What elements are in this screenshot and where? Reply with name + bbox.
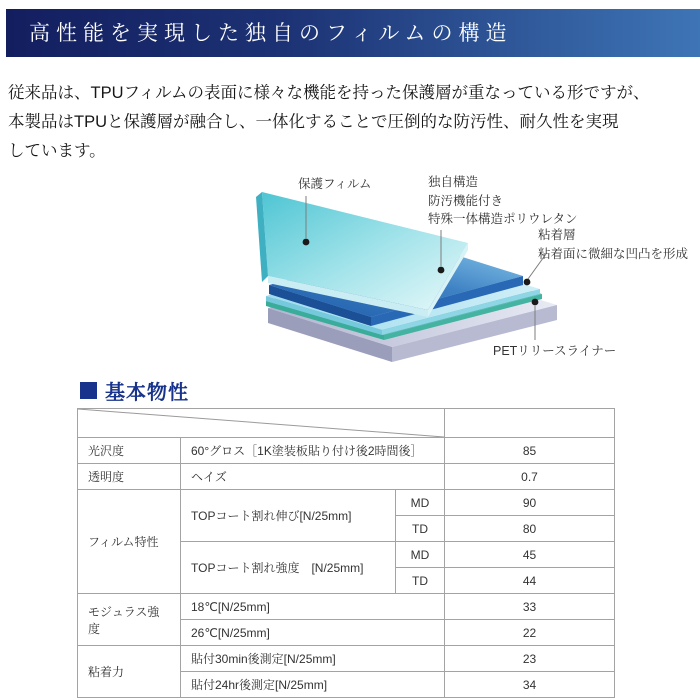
film-structure-diagram (0, 170, 700, 375)
property-cell: フィルム特性 (78, 490, 181, 594)
value-cell: 22 (445, 620, 615, 646)
value-cell: 85 (445, 438, 615, 464)
intro-line: 従来品は、TPUフィルムの表面に様々な機能を持った保護層が重なっている形ですが、 (8, 84, 650, 102)
intro-paragraph (8, 79, 688, 166)
table-row (78, 464, 615, 490)
value-cell: 80 (445, 516, 615, 542)
property-cell: 粘着力 (78, 646, 181, 698)
value-cell: 33 (445, 594, 615, 620)
diagonal-corner-cell (78, 409, 445, 438)
table-row (78, 490, 615, 516)
value-cell: 23 (445, 646, 615, 672)
label-adhesive-layer: 粘着層 粘着面に微細な凹凸を形成 (538, 228, 689, 261)
test-cell: 貼付30min後測定[N/25mm] (181, 646, 445, 672)
properties-table (77, 408, 615, 698)
table-row (78, 594, 615, 620)
section-title (80, 376, 189, 405)
value-cell: 90 (445, 490, 615, 516)
direction-cell: TD (396, 568, 445, 594)
direction-cell: MD (396, 542, 445, 568)
value-cell: 44 (445, 568, 615, 594)
intro-line: しています。 (8, 142, 106, 160)
property-cell: 透明度 (78, 464, 181, 490)
test-cell: 26℃[N/25mm] (181, 620, 445, 646)
test-cell: 18℃[N/25mm] (181, 594, 445, 620)
test-cell: TOPコート割れ伸び[N/25mm] (181, 490, 396, 542)
table-header-row (78, 409, 615, 438)
label-protective-film: 保護フィルム (298, 177, 372, 191)
property-cell: モジュラス強度 (78, 594, 181, 646)
label-unique-structure: 独自構造 防汚機能付き 特殊一体構造ポリウレタン (428, 175, 578, 226)
direction-cell: TD (396, 516, 445, 542)
section-title-text: 基本物性 (105, 382, 189, 404)
product-column-header: ECHELON Headlight PPF (445, 409, 615, 438)
property-cell: 光沢度 (78, 438, 181, 464)
test-cell: 60°グロス［1K塗装板貼り付け後2時間後］ (181, 438, 445, 464)
label-pet-release-liner: PETリリースライナー (493, 344, 617, 358)
table-row (78, 646, 615, 672)
value-cell: 45 (445, 542, 615, 568)
diagonal-line (78, 409, 444, 437)
intro-line: 本製品はTPUと保護層が融合し、一体化することで圧倒的な防汚性、耐久性を実現 (8, 113, 619, 131)
page-title: 高性能を実現した独自のフィルムの構造 (6, 9, 700, 57)
test-cell: ヘイズ (181, 464, 445, 490)
square-bullet-icon (80, 382, 97, 399)
test-cell: TOPコート割れ強度 [N/25mm] (181, 542, 396, 594)
table-row (78, 438, 615, 464)
value-cell: 34 (445, 672, 615, 698)
direction-cell: MD (396, 490, 445, 516)
value-cell: 0.7 (445, 464, 615, 490)
test-cell: 貼付24hr後測定[N/25mm] (181, 672, 445, 698)
